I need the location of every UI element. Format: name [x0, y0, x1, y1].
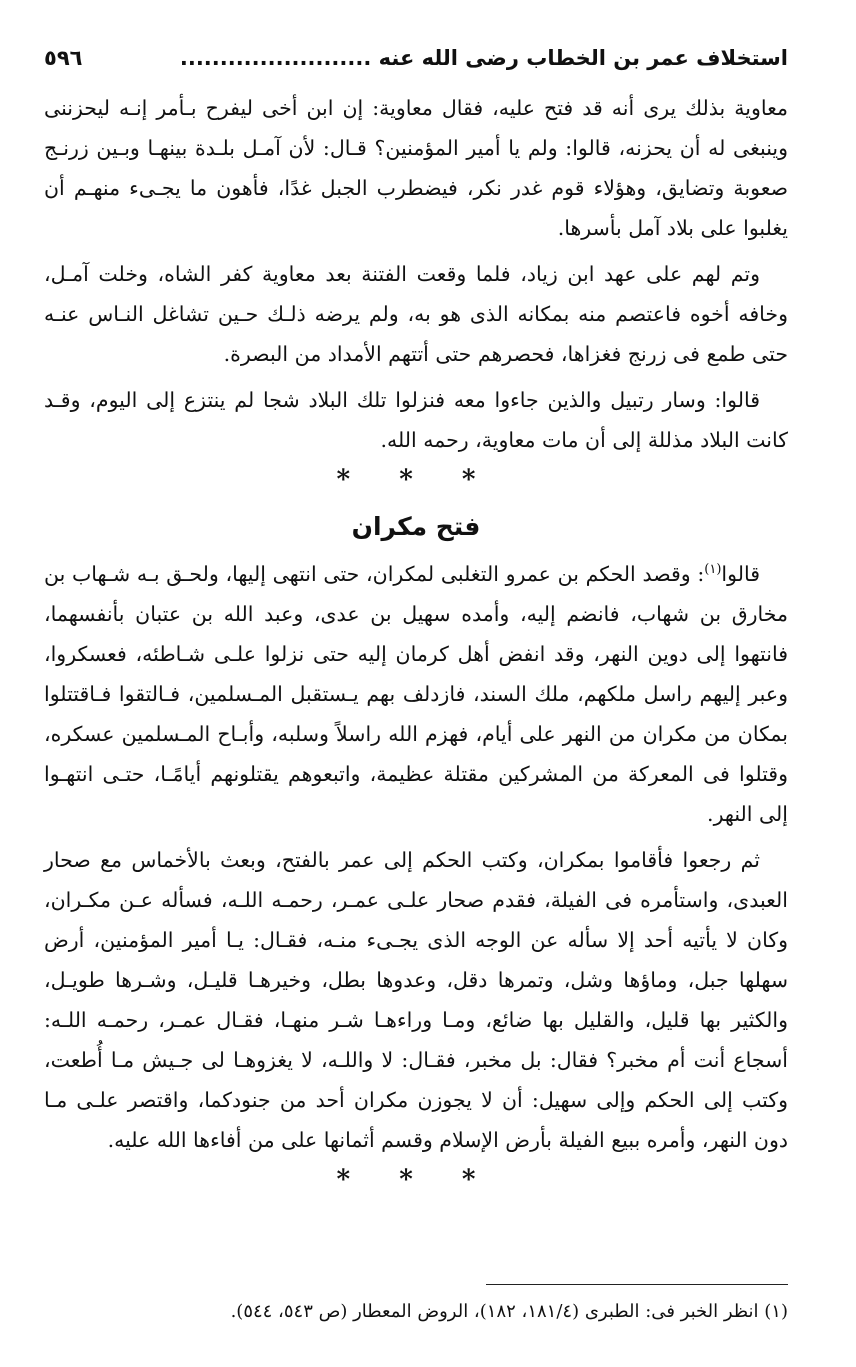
footnote-reference: (١)	[704, 562, 722, 578]
section-separator: * * *	[336, 465, 496, 495]
section-separator: * * *	[336, 1165, 496, 1195]
paragraph: وتم لهم على عهد ابن زياد، فلما وقعت الفتنة بعد معاوية كفر الشاه، وخلت آمـل، وخافه أخوه فاعتصم منه بمكانه الذى هو به، ولم يرضه ذلـك حـين تشاغل النـاس عنـه حتى طمع فى زرنج فغزاها، فحصرهم حتى أتتهم الأمداد من البصرة.	[44, 262, 788, 366]
book-page	[44, 46, 788, 1346]
paragraph: قالوا: وسار رتبيل والذين جاءوا معه فنزلوا تلك البلاد شجا لم ينتزع إلى اليوم، وقـد كانت البلاد مذللة إلى أن مات معاوية، رحمه الله.	[44, 388, 788, 452]
running-header-title: استخلاف عمر بن الخطاب رضى الله عنه ........................	[179, 46, 788, 70]
section-title: فتح مكران	[351, 512, 481, 541]
running-header	[44, 46, 788, 88]
page-number: ٥٩٦	[44, 46, 83, 70]
paragraph-continuation: معاوية بذلك يرى أنه قد فتح عليه، فقال معاوية: إن ابن أخى ليفرح بـأمر إنـه ليحزننى وينبغى له أن يحزنه، قالوا: ولم يا أمير المؤمنين؟ قـال: لأن آمـل بلـدة بينهـا وبـين زرنـج صعوبة وتضايق، وهؤلاء قوم غدر نكر، فيضطرب الجبل غدًا، فأهون ما يجـىء منهـم أن يغلبوا على بلاد آمل بأسرها.	[44, 96, 788, 240]
footnote: (١) انظر الخبر فى: الطبرى (١٨١/٤، ١٨٢)، الروض المعطار (ص ٥٤٣، ٥٤٤).	[230, 1301, 788, 1322]
paragraph-text: : وقصد الحكم بن عمرو التغلبى لمكران، حتى انتهى إليها، ولحـق بـه شـهاب بن مخارق بن شهاب، فانضم إليه، وأمده سهيل بن عدى، وعبد الله بن عتبان بأنفسهما، فانتهوا إلى دوين النهر، وقد انفض أهل كرمان إليه حتى نزلوا علـى شـاطئه، فعسكروا، وعبر إليهم راسل ملكهم، ملك السند، فازدلف بهم يـستقبل المـسلمين، فـالتقوا فـاقتتلوا بمكان من مكران من النهر على أيام، فهزم الله راسلاً وسلبه، وأبـاح المـسلمين عسكره، وقتلوا فى المعركة من المشركين مقتلة عظيمة، واتبعوهم يقتلونهم أيامًـا، حتـى انتهـوا إلى النهر.	[44, 562, 788, 826]
section-paragraph	[44, 554, 788, 834]
paragraph-lead: قالوا	[721, 562, 760, 586]
section-paragraph: ثم رجعوا فأقاموا بمكران، وكتب الحكم إلى عمر بالفتح، وبعث بالأخماس مع صحار العبدى، واستأمره فى الفيلة، فقدم صحار علـى عمـر، رحمـه اللـه، فسأله عـن مكـران، وكان لا يأتيه أحد إلا سأله عن الوجه الذى يجـىء منـه، فقـال: يـا أمير المؤمنين، أرض سهلها جبل، وماؤها وشل، وتمرها دقل، وعدوها بطل، وخيرهـا قليـل، وشـرها طويـل، والكثير بها قليل، والقليل بها ضائع، ومـا وراءهـا شـر منهـا، فقـال عمـر، رحمـه اللـه: أسجاع أنت أم مخبر؟ فقال: بل مخبر، فقـال: لا واللـه، لا يغزوهـا لى جـيش مـا أُطعت، وكتب إلى الحكم وإلى سهيل: أن لا يجوزن مكران أحد من جنودكما، واقتصر علـى مـا دون النهر، وأمره ببيع الفيلة بأرض الإسلام وقسم أثمانها على من أفاءها الله عليه.	[44, 848, 788, 1152]
footnote-divider	[486, 1284, 788, 1285]
